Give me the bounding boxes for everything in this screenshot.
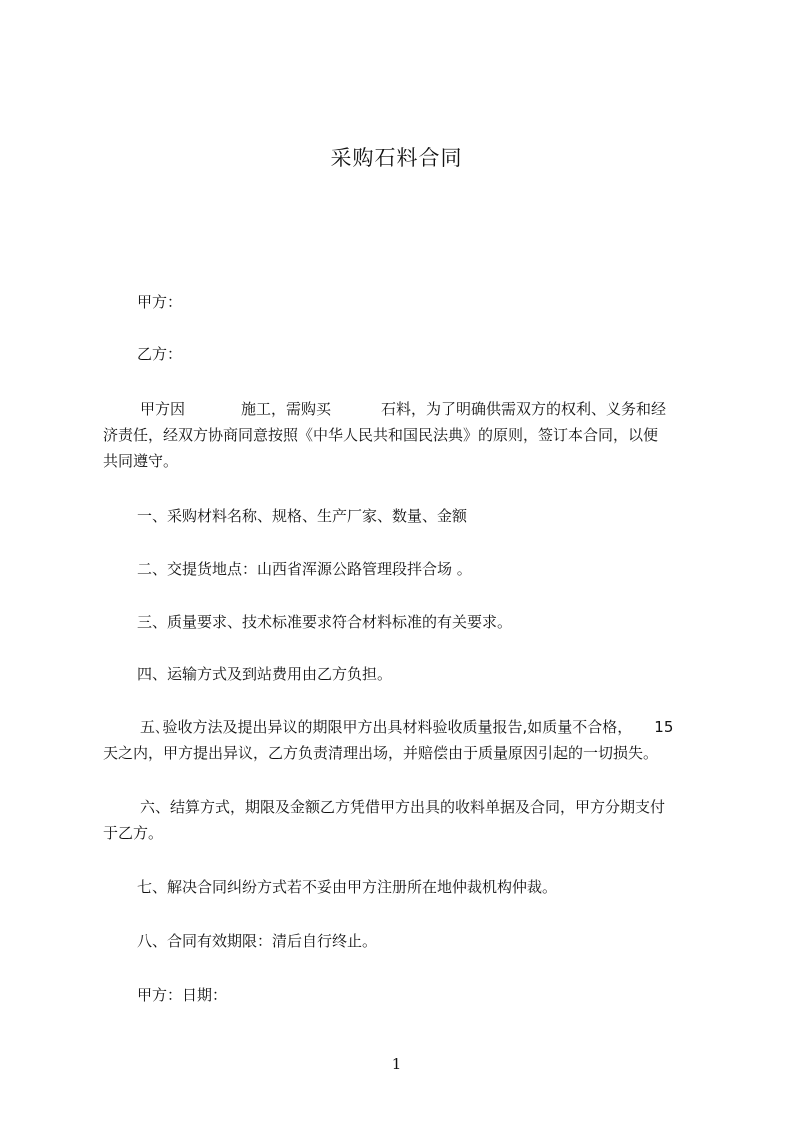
clause-5-line2: 天之内，甲方提出异议，乙方负责清理出场，并赔偿由于质量原因引起的一切损失。 (103, 744, 659, 762)
intro-part2: 施工，需购买 (241, 400, 332, 418)
clause-8: 八、合同有效期限：清后自行终止。 (137, 932, 378, 950)
intro-line2: 济责任，经双方协商同意按照《中华人民共和国民法典》的原则，签订本合同，以便 (103, 426, 659, 444)
intro-part1: 甲方因 (140, 400, 186, 418)
intro-paragraph (103, 396, 703, 474)
party-a-label: 甲方： (137, 293, 183, 311)
clause-4: 四、运输方式及到站费用由乙方负担。 (137, 665, 393, 683)
page-number: 1 (391, 1055, 402, 1073)
signature-line: 甲方：日期： (137, 986, 228, 1004)
clause-6-line1: 六、结算方式，期限及金额乙方凭借甲方出具的收料单据及合同，甲方分期支付 (140, 798, 666, 816)
party-b-label: 乙方： (137, 345, 183, 363)
clause-2: 二、交提货地点：山西省浑源公路管理段拌合场 。 (137, 560, 472, 578)
clause-5-days: 15 (654, 718, 674, 736)
clause-6-line2: 于乙方。 (103, 824, 164, 842)
clause-5 (103, 714, 703, 766)
document-title: 采购石料合同 (330, 146, 463, 170)
clause-1: 一、采购材料名称、规格、生产厂家、数量、金额 (137, 507, 468, 525)
clause-6 (103, 794, 703, 846)
clause-5-line1: 五､验收方法及提出异议的期限甲方出具材料验收质量报告,如质量不合格， (140, 718, 633, 736)
clause-3: 三、质量要求、技术标准要求符合材料标准的有关要求。 (137, 613, 513, 631)
clause-7: 七、解决合同纠纷方式若不妥由甲方注册所在地仲裁机构仲裁。 (137, 878, 558, 896)
intro-line3: 共同遵守。 (103, 452, 179, 470)
intro-part3: 石料，为了明确供需双方的权利、义务和经 (381, 400, 667, 418)
